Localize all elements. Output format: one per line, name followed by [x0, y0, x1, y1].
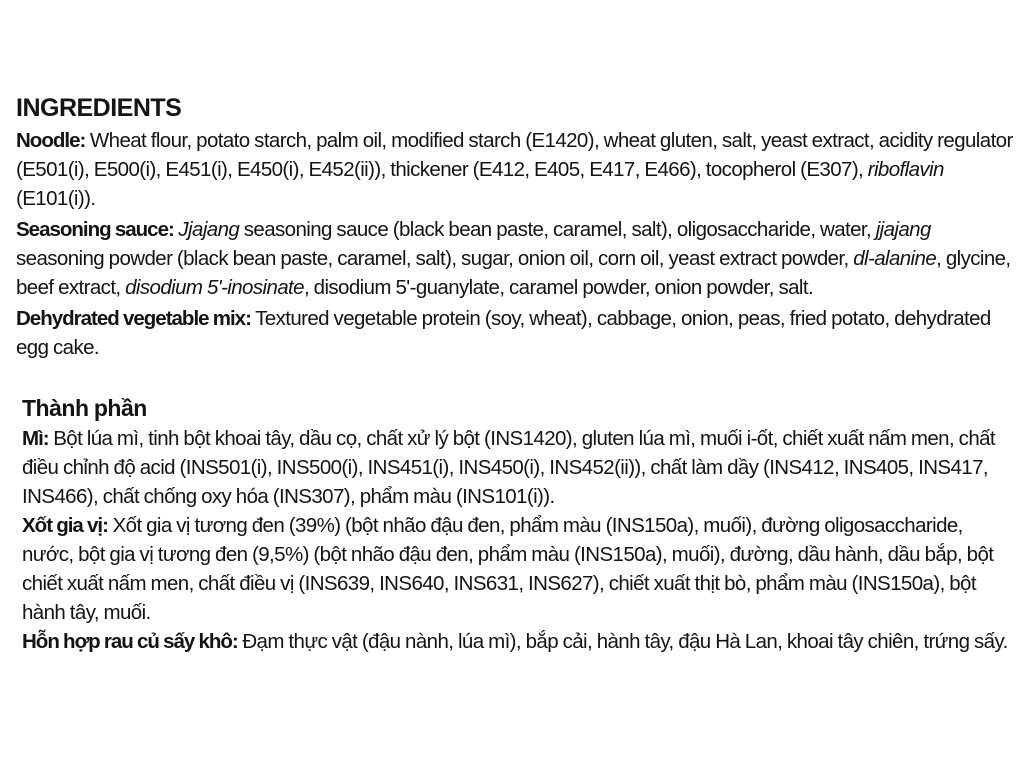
- vegetable-label: Dehydrated vegetable mix:: [16, 307, 251, 330]
- vietnamese-ingredients-section: [22, 392, 1018, 656]
- english-ingredients-section: [16, 92, 1016, 362]
- mi-paragraph: [22, 424, 1018, 511]
- noodle-text: Wheat flour, potato starch, palm oil, modified starch (E1420), wheat gluten, salt, yeast extract, acidity regulator (E501(i), E500(i), E451(i), E450(i), E452(ii)), thickener (E412, E405, E417, E466), tocopherol (E307),: [16, 129, 1013, 181]
- vegetable-paragraph: [16, 304, 1016, 362]
- english-heading: INGREDIENTS: [16, 94, 182, 122]
- seasoning-italic-2: jjajang: [875, 218, 931, 241]
- xot-paragraph: [22, 511, 1018, 627]
- vietnamese-heading: Thành phần: [22, 395, 147, 421]
- hon-hop-label: Hỗn hợp rau củ sấy khô:: [22, 630, 238, 653]
- noodle-paragraph: [16, 126, 1016, 213]
- seasoning-italic-4: disodium 5'-inosinate: [125, 276, 304, 299]
- seasoning-italic-1: Jjajang: [173, 218, 240, 241]
- seasoning-italic-3: dl-alanine: [853, 247, 937, 270]
- noodle-italic-text: riboflavin: [867, 158, 944, 181]
- vegetable-text: Textured vegetable protein (soy, wheat), cabbage, onion, peas, fried potato, dehydrated egg cake.: [16, 307, 991, 359]
- mi-text: Bột lúa mì, tinh bột khoai tây, dầu cọ, chất xử lý bột (INS1420), gluten lúa mì, muối i-ốt, chiết xuất nấm men, chất điều chỉnh độ acid (INS501(i), INS500(i), INS451(i), INS450(i), INS452(ii)), chất làm dầy (INS412, INS405, INS417, INS466), chất chống oxy hóa (INS307), phẩm màu (INS101(i)).: [22, 427, 996, 508]
- seasoning-text-1: seasoning sauce (black bean paste, caramel, salt), oligosaccharide, water,: [239, 218, 876, 241]
- hon-hop-text: Đạm thực vật (đậu nành, lúa mì), bắp cải, hành tây, đậu Hà Lan, khoai tây chiên, trứng sấy.: [237, 630, 1008, 653]
- noodle-tail-text: (E101(i)).: [16, 187, 96, 210]
- mi-label: Mì:: [22, 427, 49, 450]
- seasoning-text-4: , disodium 5'-guanylate, caramel powder, onion powder, salt.: [303, 276, 814, 299]
- seasoning-label: Seasoning sauce:: [16, 218, 174, 241]
- xot-label: Xốt gia vị:: [22, 514, 108, 537]
- noodle-label: Noodle:: [16, 129, 86, 152]
- hon-hop-paragraph: [22, 627, 1018, 656]
- seasoning-text-2: seasoning powder (black bean paste, caramel, salt), sugar, onion oil, corn oil, yeast extract powder,: [16, 247, 854, 270]
- seasoning-paragraph: [16, 215, 1016, 302]
- seasoning-text-3: , glycine, beef extract,: [16, 247, 1011, 299]
- xot-text: Xốt gia vị tương đen (39%) (bột nhão đậu đen, phẩm màu (INS150a), muối), đường oligosaccharide, nước, bột gia vị tương đen (9,5%) (bột nhão đậu đen, phẩm màu (INS150a), muối), đường, dầu hành, dầu bắp, bột chiết xuất nấm men, chất điều vị (INS639, INS640, INS631, INS627), chiết xuất thịt bò, phẩm màu (INS150a), bột hành tây, muối.: [22, 514, 994, 624]
